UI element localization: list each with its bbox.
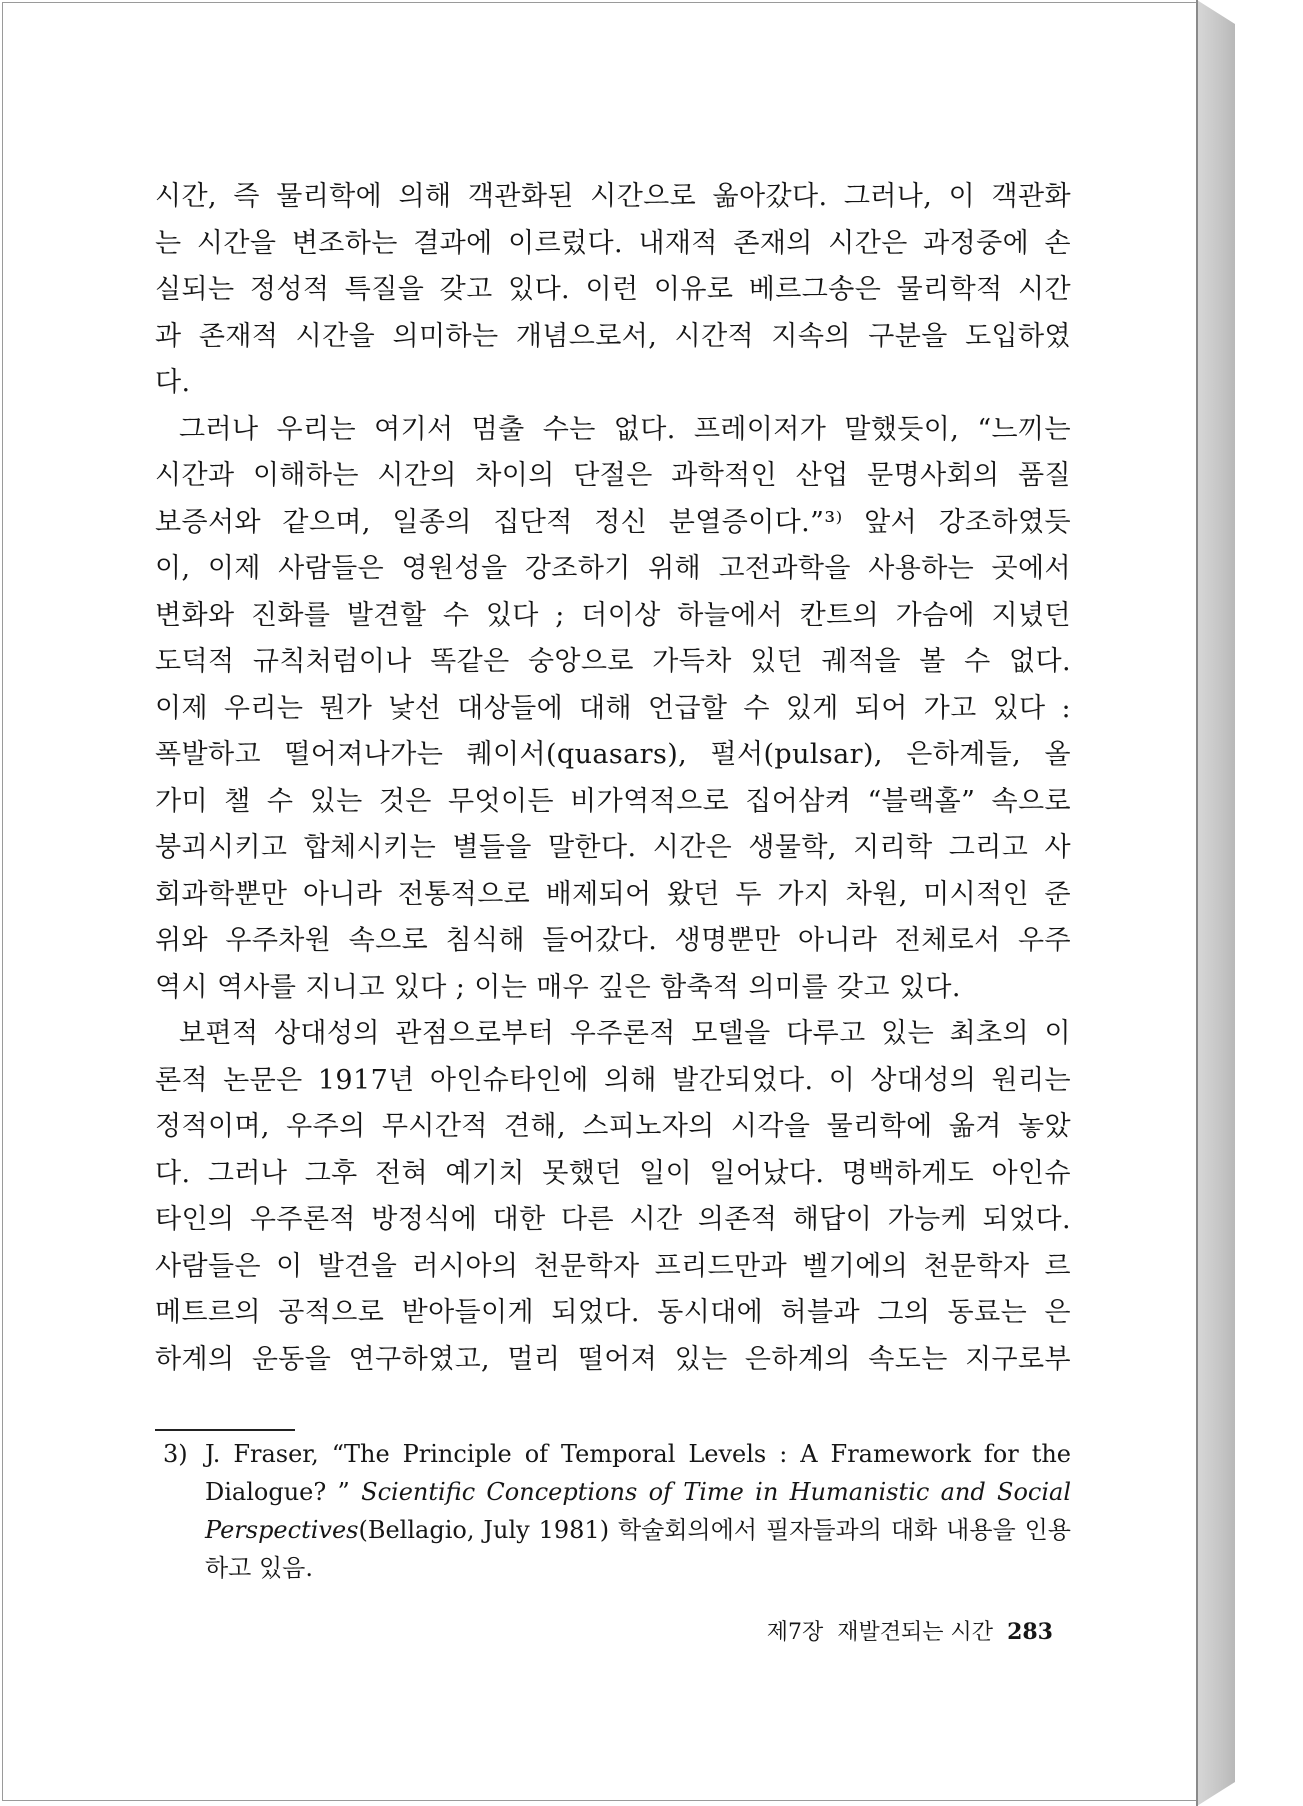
text-line: 메트르의 공적으로 받아들이게 되었다. 동시대에 허블과 그의 동료는 은 [155, 1297, 1071, 1328]
text-line: 시간과 이해하는 시간의 차이의 단절은 과학적인 산업 문명사회의 품질 [155, 460, 1071, 491]
text-line: 가미 챌 수 있는 것은 무엇이든 비가역적으로 집어삼켜 “블랙홀” 속으로 [155, 785, 1071, 817]
footnote-text: J. Fraser, “The Principle of Temporal Levels : A Framework for the [205, 1440, 1071, 1468]
text-line: 사람들은 이 발견을 러시아의 천문학자 프리드만과 벨기에의 천문학자 르 [155, 1250, 1071, 1282]
running-footer [723, 1615, 1053, 1646]
text-line: 타인의 우주론적 방정식에 대한 다른 시간 의존적 해답이 가능케 되었다. [155, 1204, 1071, 1235]
footnote-text: (Bellagio, July 1981) 학술회의에서 필자들과의 대화 내용을 인용 [358, 1516, 1071, 1544]
text-line: 보증서와 같으며, 일종의 집단적 정신 분열증이다.”³⁾ 앞서 강조하였듯 [155, 506, 1071, 538]
footnote-italic-title: Perspectives [205, 1516, 359, 1544]
body-text [155, 174, 1071, 1383]
footnote-line [163, 1511, 1071, 1549]
book-page [2, 2, 1198, 1801]
text-line: 정적이며, 우주의 무시간적 견해, 스피노자의 시각을 물리학에 옮겨 놓았 [155, 1111, 1071, 1142]
footnote-text: Dialogue? ” [205, 1478, 362, 1506]
footnote-line [163, 1435, 1071, 1473]
footnote [163, 1435, 1071, 1587]
text-line: 변화와 진화를 발견할 수 있다 ; 더이상 하늘에서 칸트의 가슴에 지녔던 [155, 599, 1071, 631]
text-line: 이, 이제 사람들은 영원성을 강조하기 위해 고전과학을 사용하는 곳에서 [155, 553, 1071, 584]
text-line: 보편적 상대성의 관점으로부터 우주론적 모델을 다루고 있는 최초의 이 [179, 1018, 1071, 1049]
text-line: 붕괴시키고 합체시키는 별들을 말한다. 시간은 생물학, 지리학 그리고 사 [155, 832, 1071, 863]
footnote-line: 하고 있음. [205, 1554, 313, 1582]
footer-chapter-title: 재발견되는 시간 [837, 1620, 994, 1645]
text-line: 론적 논문은 1917년 아인슈타인에 의해 발간되었다. 이 상대성의 원리는 [155, 1064, 1071, 1096]
page-edge-line [1196, 0, 1198, 1806]
text-line: 폭발하고 떨어져나가는 퀘이서(quasars), 펄서(pulsar), 은하계들, 올 [155, 739, 1071, 770]
text-line: 회과학뿐만 아니라 전통적으로 배제되어 왔던 두 가지 차원, 미시적인 준 [155, 878, 1071, 910]
text-line: 시간, 즉 물리학에 의해 객관화된 시간으로 옮아갔다. 그러나, 이 객관화 [155, 181, 1071, 212]
text-line: 과 존재적 시간을 의미하는 개념으로서, 시간적 지속의 구분을 도입하였 [155, 320, 1071, 352]
text-line: 그러나 우리는 여기서 멈출 수는 없다. 프레이저가 말했듯이, “느끼는 [179, 413, 1071, 445]
text-line: 이제 우리는 뭔가 낯선 대상들에 대해 언급할 수 있게 되어 가고 있다 : [155, 692, 1071, 724]
footer-chapter: 제7장 [766, 1620, 824, 1645]
text-line: 하계의 운동을 연구하였고, 멀리 떨어져 있는 은하계의 속도는 지구로부 [155, 1343, 1071, 1375]
text-line: 위와 우주차원 속으로 침식해 들어갔다. 생명뿐만 아니라 전체로서 우주 [155, 925, 1071, 956]
text-line: 역시 역사를 지니고 있다 ; 이는 매우 깊은 함축적 의미를 갖고 있다. [155, 971, 961, 1003]
text-line: 는 시간을 변조하는 결과에 이르렀다. 내재적 존재의 시간은 과정중에 손 [155, 227, 1071, 259]
footnote-line [163, 1473, 1071, 1511]
footnote-divider [155, 1429, 295, 1431]
text-line: 실되는 정성적 특질을 갖고 있다. 이런 이유로 베르그송은 물리학적 시간 [155, 274, 1071, 305]
book-spine-edge [1197, 0, 1235, 1806]
text-line: 다. 그러나 그후 전혀 예기치 못했던 일이 일어났다. 명백하게도 아인슈 [155, 1157, 1071, 1189]
text-line: 도덕적 규칙처럼이나 똑같은 숭앙으로 가득차 있던 궤적을 볼 수 없다. [155, 646, 1071, 677]
footnote-number: 3) [163, 1440, 188, 1468]
text-line: 다. [155, 367, 191, 398]
footnote-italic-title: Scientific Conceptions of Time in Humanistic and Social [361, 1478, 1071, 1506]
page-number: 283 [1007, 1619, 1053, 1645]
